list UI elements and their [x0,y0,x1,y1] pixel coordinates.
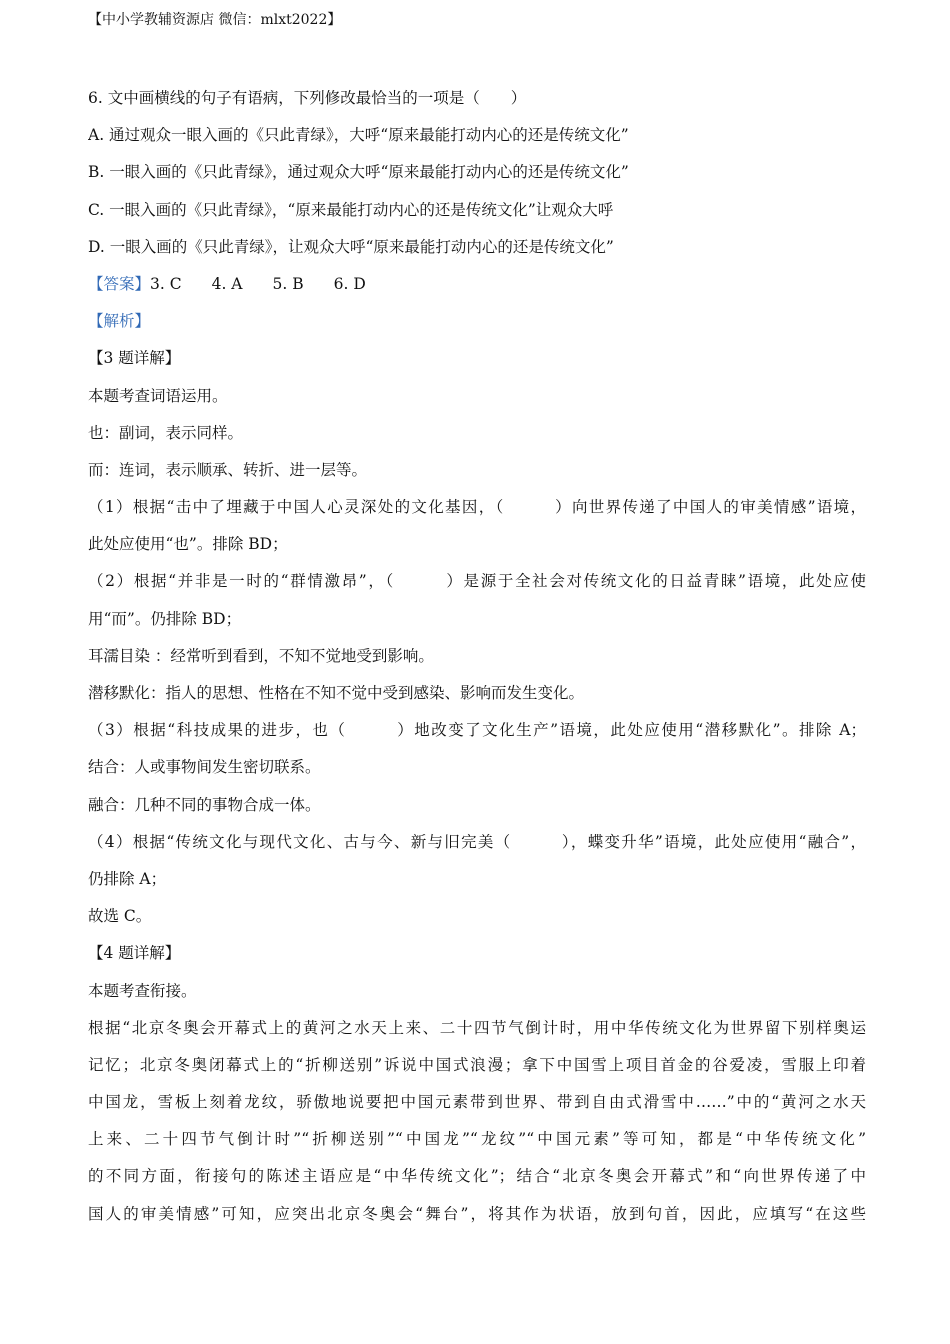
q4-line: 中国龙，雪板上刻着龙纹，骄傲地说要把中国元素带到世界、带到自由式滑雪中……”中的“黄河之水天 [88,1093,866,1112]
answer-item-3: 3. C [150,274,182,293]
q3-line: 仍排除 A； [88,869,167,888]
answer-item-4: 4. A [211,274,243,293]
q3-line: 此处应使用“也”。排除 BD； [88,535,288,554]
q3-line: （3）根据“科技成果的进步，也（ ）地改变了文化生产”语境，此处应使用“潜移默化”。排除 A； [88,721,866,740]
q3-line: （2）根据“并非是一时的“群情激昂”，（ ）是源于全社会对传统文化的日益青睐”语境，此处应使 [88,572,866,591]
q3-line: 耳濡目染 ：经常听到看到，不知不觉地受到影响。 [88,646,434,665]
q3-line: 而：连词，表示顺承、转折、进一层等。 [88,460,368,479]
q3-line: 用“而”。仍排除 BD； [88,609,242,628]
option-c: C. 一眼入画的《只此青绿》，“原来最能打动内心的还是传统文化”让观众大呼 [88,200,614,219]
q4-line: 记忆；北京冬奥闭幕式上的“折柳送别”诉说中国式浪漫；拿下中国雪上项目首金的谷爱凌，雪服上印着 [88,1055,866,1074]
q4-line: 的不同方面，衔接句的陈述主语应是“中华传统文化”；结合“北京冬奥会开幕式”和“向世界传递了中 [88,1167,866,1186]
answer-item-6: 6. D [333,274,366,293]
q4-line: 国人的审美情感”可知，应突出北京冬奥会“舞台”，将其作为状语，放到句首，因此，应填写“在这些 [88,1204,866,1223]
q3-line: 本题考查词语运用。 [88,386,228,405]
answer-label: 【答案】 [88,274,151,293]
q4-heading: 【4 题详解】 [88,944,181,963]
page-header: 【中小学教辅资源店 微信：mlxt2022】 [88,12,342,28]
answer-item-5: 5. B [272,274,304,293]
q4-line: 上来、二十四节气倒计时”“折柳送别”“中国龙”“龙纹”“中国元素”等可知，都是“中华传统文化” [88,1130,866,1149]
q3-line: 也：副词，表示同样。 [88,423,244,442]
analysis-label: 【解析】 [88,312,151,331]
document-body [88,80,866,1233]
option-a: A. 通过观众一眼入画的《只此青绿》，大呼“原来最能打动内心的还是传统文化” [88,126,629,145]
q3-line: 结合：人或事物间发生密切联系。 [88,758,321,777]
q3-line: 故选 C。 [88,907,152,926]
question-6-stem: 6. 文中画横线的句子有语病，下列修改最恰当的一项是（ ） [88,89,527,107]
answer-line [88,266,866,303]
q3-line: 潜移默化：指人的思想、性格在不知不觉中受到感染、影响而发生变化。 [88,684,585,702]
q3-line: 融合：几种不同的事物合成一体。 [88,795,321,814]
q3-heading: 【3 题详解】 [88,349,181,368]
option-d: D. 一眼入画的《只此青绿》，让观众大呼“原来最能打动内心的还是传统文化” [88,237,614,256]
q3-line: （4）根据“传统文化与现代文化、古与今、新与旧完美（ ），蝶变升华”语境，此处应使用“融合”， [88,832,866,851]
option-b: B. 一眼入画的《只此青绿》，通过观众大呼“原来最能打动内心的还是传统文化” [88,163,629,182]
q4-line: 本题考查衔接。 [88,981,197,1000]
q3-line: （1）根据“击中了埋藏于中国人心灵深处的文化基因，（ ）向世界传递了中国人的审美情感”语境， [88,498,866,517]
q4-line: 根据“北京冬奥会开幕式上的黄河之水天上来、二十四节气倒计时，用中华传统文化为世界留下别样奥运 [88,1018,866,1037]
